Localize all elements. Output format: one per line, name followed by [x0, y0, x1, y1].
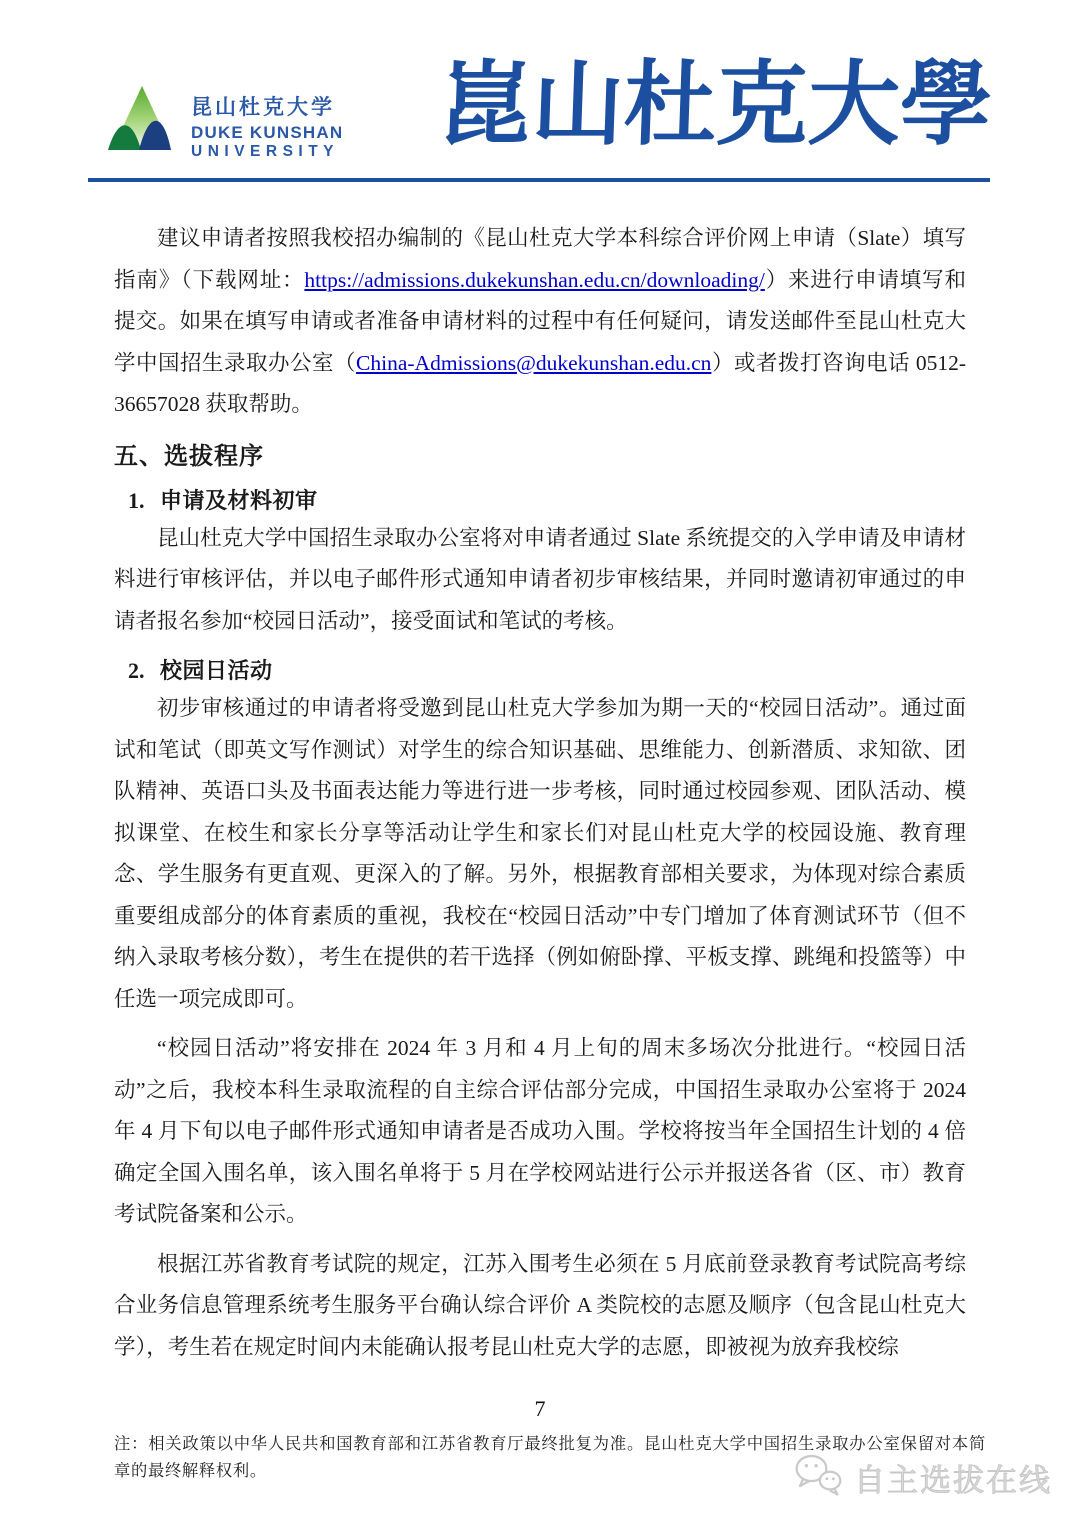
- item-1-label: 申请及材料初审: [160, 487, 318, 513]
- item-2-paragraph-3: 根据江苏省教育考试院的规定，江苏入围考生必须在 5 月底前登录教育考试院高考综合业务信息管理系统考生服务平台确认综合评价 A 类院校的志愿及顺序（包含昆山杜克大学），考生若在规定时间内未能确认报考昆山杜克大学的志愿，即被视为放弃我校综: [114, 1251, 966, 1359]
- dku-logo-text: [191, 97, 343, 160]
- header-divider: [88, 178, 990, 182]
- watermark-text: 自主选拔在线: [854, 1463, 1052, 1498]
- document-body: [114, 204, 966, 1368]
- admissions-email-link[interactable]: China-Admissions@dukekunshan.edu.cn: [356, 350, 712, 375]
- item-2-paragraph-1: 初步审核通过的申请者将受邀到昆山杜克大学参加为期一天的“校园日活动”。通过面试和笔试（即英文写作测试）对学生的综合知识基础、思维能力、创新潜质、求知欲、团队精神、英语口头及书面表达能力等进行进一步考核，同时通过校园参观、团队活动、模拟课堂、在校生和家长分享等活动让学生和家长们对昆山杜克大学的校园设施、教育理念、学生服务有更直观、更深入的了解。另外，根据教育部相关要求，为体现对综合素质重要组成部分的体育素质的重视，我校在“校园日活动”中专门增加了体育测试环节（但不纳入录取考核分数），考生在提供的若干选择（例如俯卧撑、平板支撑、跳绳和投篮等）中任选一项完成即可。: [114, 696, 966, 1011]
- intro-text-2: ）来进行申请填写和提交。如果在填写申请或者准备申请材料的过程中有任何疑问，请发送邮件至昆山杜克大学中国招生录取办公室（: [114, 267, 966, 375]
- logo-cn-name: 昆山杜克大学: [191, 95, 335, 119]
- calligraphy-title: 崑山杜克大學: [438, 50, 994, 158]
- item-2-number: 2.: [128, 658, 145, 683]
- item-1-paragraph: 昆山杜克大学中国招生录取办公室将对申请者通过 Slate 系统提交的入学申请及申请材料进行审核评估，并以电子邮件形式通知申请者初步审核结果，并同时邀请初审通过的申请者报名参加“校园日活动”，接受面试和笔试的考核。: [114, 525, 966, 633]
- page-number: 7: [534, 1396, 546, 1421]
- intro-paragraph: [114, 218, 966, 426]
- item-1-heading: [114, 486, 966, 515]
- logo-en-line2: UNIVERSITY: [191, 143, 340, 160]
- item-2-label: 校园日活动: [160, 658, 273, 683]
- item-1-number: 1.: [128, 487, 145, 513]
- download-guide-link[interactable]: https://admissions.dukekunshan.edu.cn/downloading/: [304, 267, 765, 292]
- section-title: 五、选拔程序: [114, 443, 264, 470]
- watermark: [792, 1452, 1052, 1503]
- wechat-icon: [792, 1452, 844, 1503]
- dku-logo-mountain-icon: [106, 84, 178, 154]
- logo-en-line1: DUKE KUNSHAN: [191, 123, 344, 142]
- intro-text-1: 建议申请者按照我校招办编制的《昆山杜克大学本科综合评价网上申请（Slate）填写指南》（下载网址：: [114, 226, 966, 292]
- intro-text-3: ）或者拨打咨询电话 0512-36657028 获取帮助。: [114, 350, 966, 416]
- item-2-heading: [114, 656, 966, 685]
- item-2-paragraph-2: “校园日活动”将安排在 2024 年 3 月和 4 月上旬的周末多场次分批进行。“校园日活动”之后，我校本科生录取流程的自主综合评估部分完成，中国招生录取办公室将于 2024 年 4 月下旬以电子邮件形式通知申请者是否成功入围。学校将按当年全国招生计划的 4 倍确定全国入围名单，该入围名单将于 5 月在学校网站进行公示并报送各省（区、市）教育考试院备案和公示。: [114, 1036, 966, 1226]
- footnote: 注：相关政策以中华人民共和国教育部和江苏省教育厅最终批复为准。昆山杜克大学中国招生录取办公室保留对本简章的最终解释权利。: [114, 1434, 986, 1480]
